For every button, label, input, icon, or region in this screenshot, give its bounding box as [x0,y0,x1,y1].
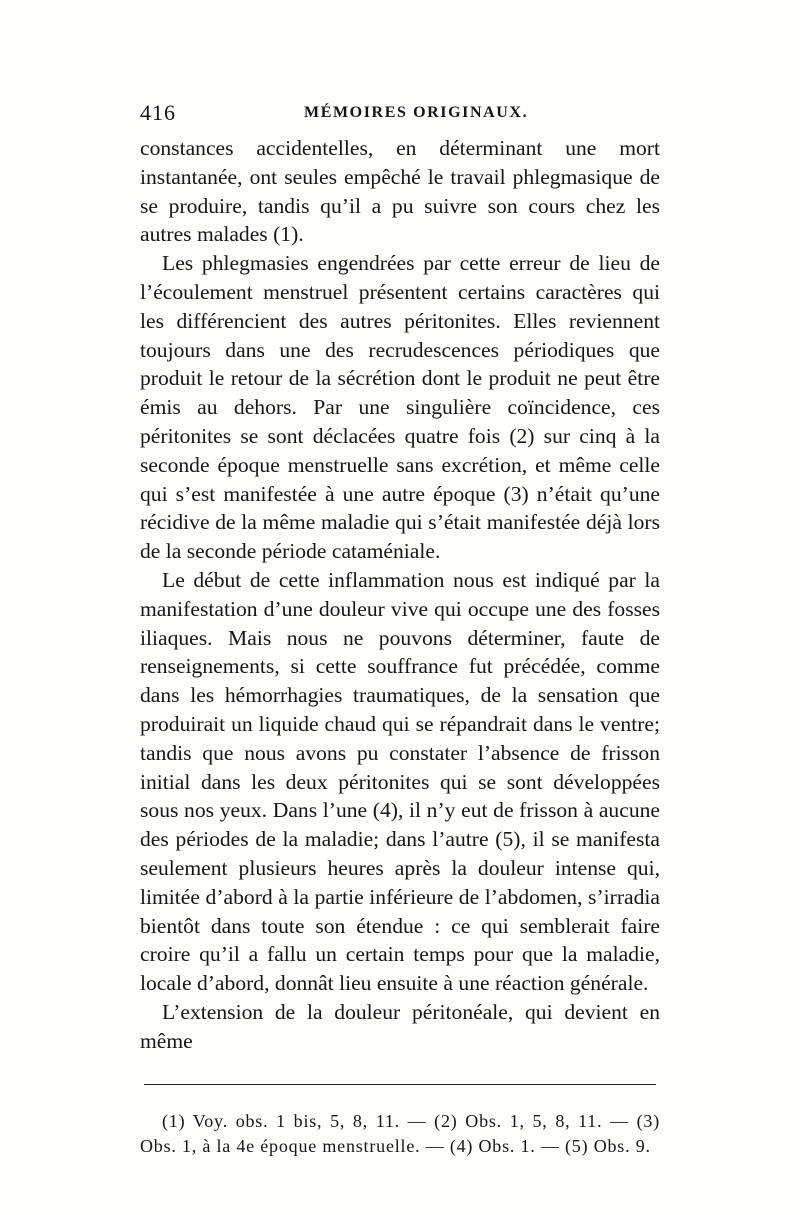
paragraph-2: Les phlegmasies engendrées par cette erreur de lieu de l’écoulement menstruel présentent certains caractères qui les différencient des autres péritonites. Elles reviennent toujours dans une des recrudescences périodiques que produit le retour de la sécrétion dont le produit ne peut être émis au dehors. Par une singulière coïncidence, ces péritonites se sont déclacées quatre fois (2) sur cinq à la seconde époque menstruelle sans excrétion, et même celle qui s’est manifestée à une autre époque (3) n’était qu’une récidive de la même maladie qui s’était manifestée déjà lors de la seconde période cataméniale. [140,251,660,564]
page-number: 416 [140,100,176,125]
footnote-divider [144,1084,656,1085]
page-header [140,100,660,134]
paragraph-4: L’extension de la douleur péritonéale, qui devient en même [140,999,660,1053]
running-title: MÉMOIRES ORIGINAUX. [304,104,529,121]
body-text [140,134,660,1056]
footnotes [140,1109,660,1159]
paragraph-1: constances accidentelles, en déterminant une mort instantanée, ont seules empêché le travail phlegmasique de se produire, tandis qu’il a pu suivre son cours chez les autres malades (1). [140,136,660,247]
paragraph-3: Le début de cette inflammation nous est indiqué par la manifestation d’une douleur vive qui occupe une des fosses iliaques. Mais nous ne pouvons déterminer, faute de renseignements, si cette souffrance fut précédée, comme dans les hémorrhagies traumatiques, de la sensation que produirait un liquide chaud qui se répandrait dans le ventre; tandis que nous avons pu constater l’absence de frisson initial dans les deux péritonites qui se sont développées sous nos yeux. Dans l’une (4), il n’y eut de frisson à aucune des périodes de la maladie; dans l’autre (5), il se manifesta seulement plusieurs heures après la douleur intense qui, limitée d’abord à la partie inférieure de l’abdomen, s’irradia bientôt dans toute son étendue : ce qui semblerait faire croire qu’il a fallu un certain temps pour que la maladie, locale d’abord, donnât lieu ensuite à une réaction générale. [140,567,660,996]
footnote-text: (1) Voy. obs. 1 bis, 5, 8, 11. — (2) Obs. 1, 5, 8, 11. — (3) Obs. 1, à la 4e époque menstruelle. — (4) Obs. 1. — (5) Obs. 9. [140,1110,660,1156]
book-page [140,100,660,1159]
